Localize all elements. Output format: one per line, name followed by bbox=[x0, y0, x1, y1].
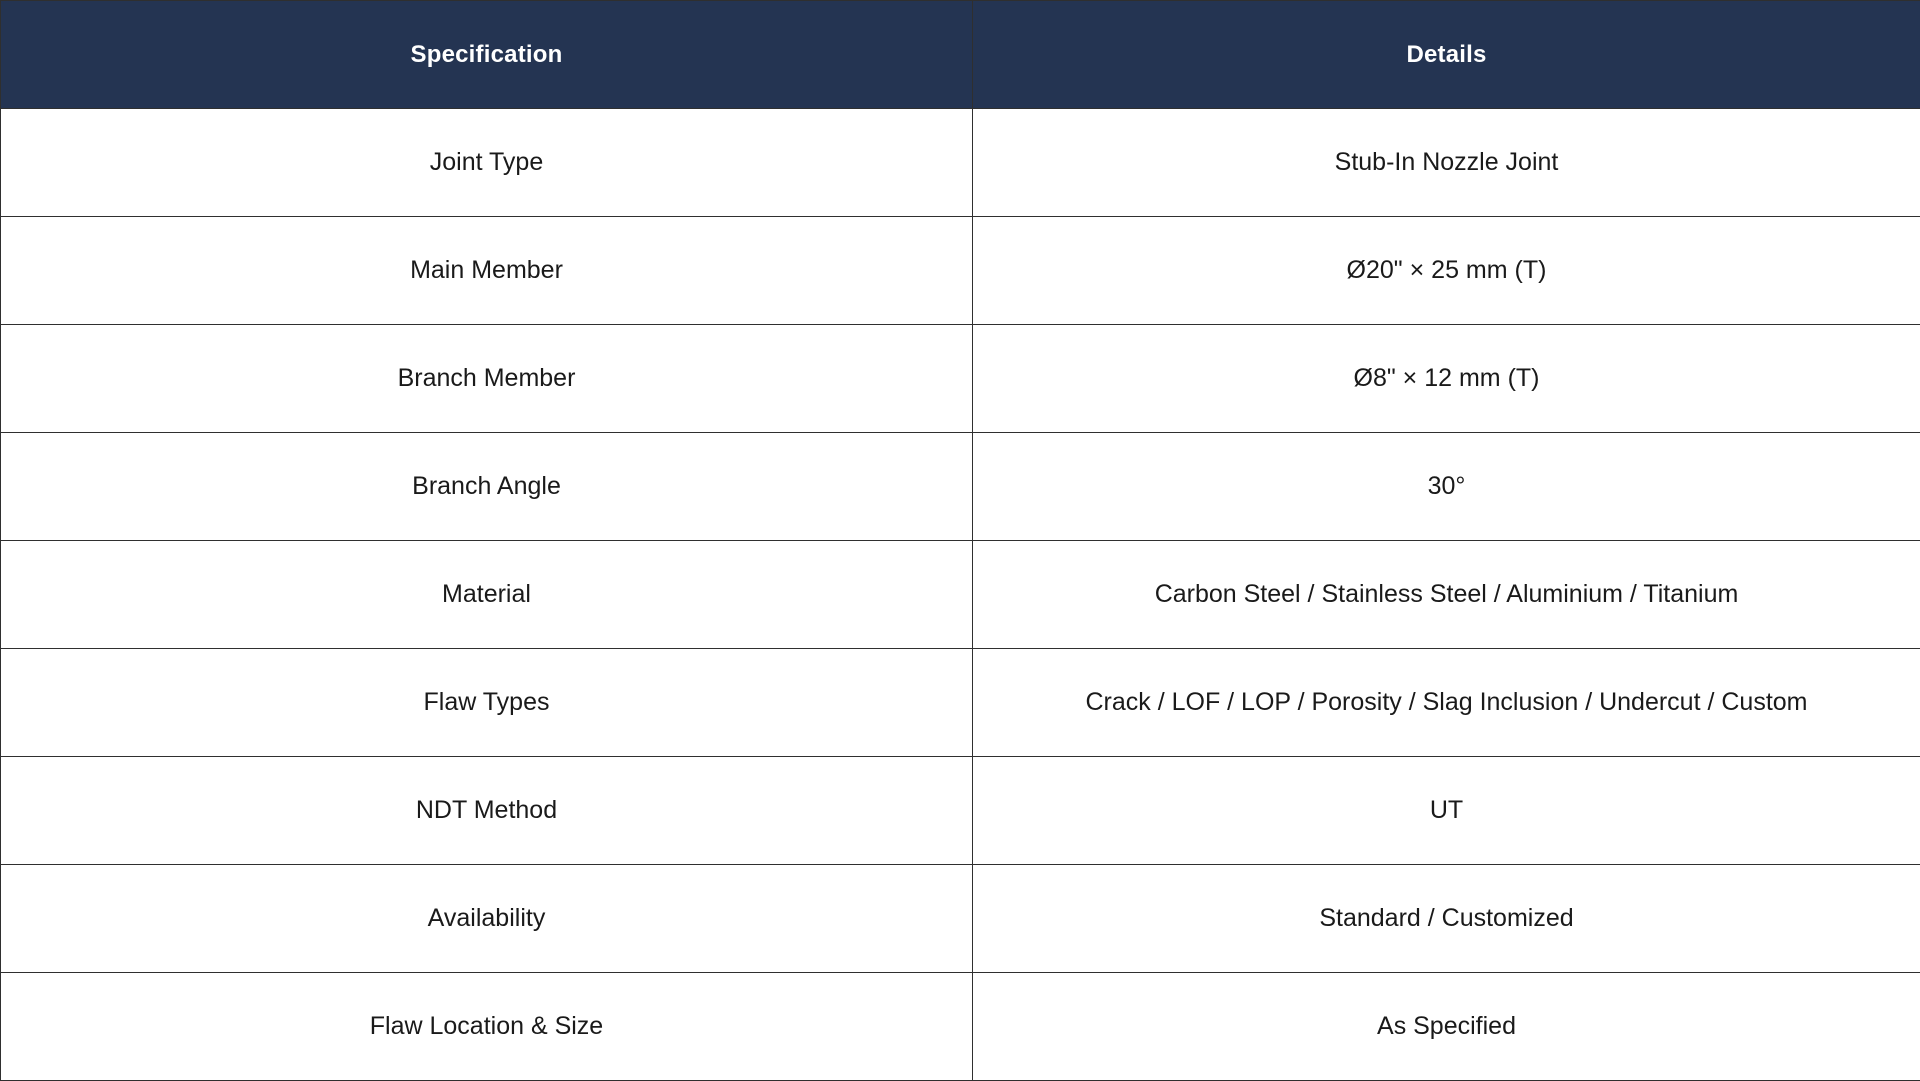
details-cell: Ø20" × 25 mm (T) bbox=[973, 217, 1920, 325]
header-row bbox=[1, 1, 1920, 109]
table-row bbox=[1, 109, 1920, 217]
spec-cell: Branch Angle bbox=[1, 433, 973, 541]
details-cell: Ø8" × 12 mm (T) bbox=[973, 325, 1920, 433]
spec-cell: Flaw Location & Size bbox=[1, 973, 973, 1081]
table-row bbox=[1, 649, 1920, 757]
details-cell: Standard / Customized bbox=[973, 865, 1920, 973]
spec-cell: Availability bbox=[1, 865, 973, 973]
table-row bbox=[1, 217, 1920, 325]
table-row bbox=[1, 433, 1920, 541]
details-cell: 30° bbox=[973, 433, 1920, 541]
table-body bbox=[1, 109, 1920, 1081]
table-row bbox=[1, 973, 1920, 1081]
table-row bbox=[1, 541, 1920, 649]
spec-cell: Branch Member bbox=[1, 325, 973, 433]
table-row bbox=[1, 757, 1920, 865]
spec-cell: Joint Type bbox=[1, 109, 973, 217]
table-row bbox=[1, 325, 1920, 433]
spec-cell: Main Member bbox=[1, 217, 973, 325]
spec-cell: NDT Method bbox=[1, 757, 973, 865]
details-cell: UT bbox=[973, 757, 1920, 865]
spec-cell: Material bbox=[1, 541, 973, 649]
details-cell: Crack / LOF / LOP / Porosity / Slag Inclusion / Undercut / Custom bbox=[973, 649, 1920, 757]
column-header-specification: Specification bbox=[1, 1, 973, 109]
table-header bbox=[1, 1, 1920, 109]
column-header-details: Details bbox=[973, 1, 1920, 109]
details-cell: Stub-In Nozzle Joint bbox=[973, 109, 1920, 217]
spec-cell: Flaw Types bbox=[1, 649, 973, 757]
table-row bbox=[1, 865, 1920, 973]
details-cell: As Specified bbox=[973, 973, 1920, 1081]
details-cell: Carbon Steel / Stainless Steel / Aluminium / Titanium bbox=[973, 541, 1920, 649]
